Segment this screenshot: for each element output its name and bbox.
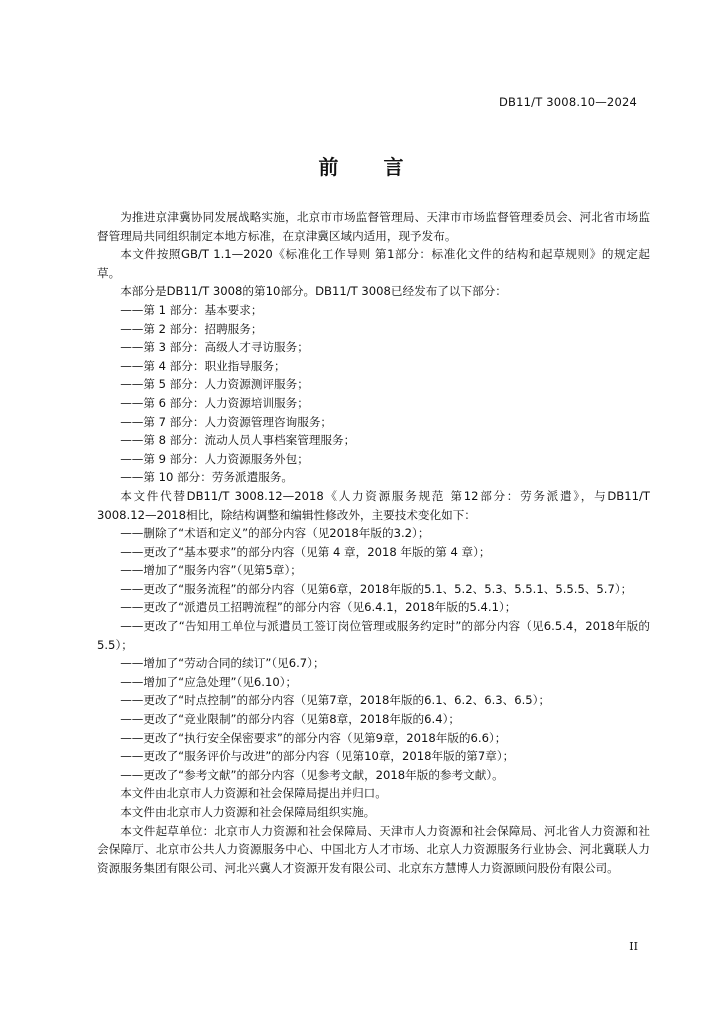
change-list-item: ——更改了“参考文献”的部分内容（见参考文献，2018年版的参考文献）。 [120, 767, 504, 782]
part-list-item: ——第 10 部分：劳务派遣服务。 [120, 470, 294, 485]
part-list-item: ——第 7 部分：人力资源管理咨询服务； [120, 414, 333, 429]
part-list-item: ——第 5 部分：人力资源测评服务； [120, 377, 309, 392]
change-list-item: ——更改了“告知用工单位与派遣员工签订岗位管理或服务约定时”的部分内容（见6.5.4，2018年版的5.5）； [97, 619, 650, 652]
part-list-item: ——第 2 部分：招聘服务； [120, 321, 263, 336]
change-list-item: ——删除了“术语和定义”的部分内容（见2018年版的3.2）； [120, 526, 430, 541]
part-list-item: ——第 4 部分：职业指导服务； [120, 358, 286, 373]
change-list-item: ——更改了“服务评价与改进”的部分内容（见第10章，2018年版的第7章）； [120, 749, 515, 764]
change-list-item: ——更改了“派遣员工招聘流程”的部分内容（见6.4.1，2018年版的5.4.1）； [120, 600, 517, 615]
part-list-item: ——第 1 部分：基本要求； [120, 302, 263, 317]
intro-paragraph: 为推进京津冀协同发展战略实施，北京市市场监督管理局、天津市市场监督管理委员会、河北省市场监督管理局共同组织制定本地方标准，在京津冀区域内适用，现予发布。 [97, 210, 650, 243]
change-list-item: ——增加了“服务内容”（见第5章）； [120, 563, 302, 578]
part-list-item: ——第 9 部分：人力资源服务外包； [120, 451, 309, 466]
closing-paragraph: 本文件由北京市人力资源和社会保障局提出并归口。 [120, 786, 387, 801]
change-list-item: ——更改了“时点控制”的部分内容（见第7章，2018年版的6.1、6.2、6.3、6.5）； [120, 693, 551, 708]
page-number: II [629, 940, 638, 953]
intro-paragraph: 本文件按照GB/T 1.1—2020《标准化工作导则 第1部分：标准化文件的结构和起草规则》的规定起草。 [97, 247, 650, 280]
drafting-units-paragraph: 本文件起草单位：北京市人力资源和社会保障局、天津市人力资源和社会保障局、河北省人力资源和社会保障厅、北京市公共人力资源服务中心、中国北方人才市场、北京人力资源服务行业协会、河北冀联人力资源服务集团有限公司、河北兴冀人才资源开发有限公司、北京东方慧博人力资源顾问股份有限公司。 [97, 823, 650, 875]
change-list-item: ——更改了“基本要求”的部分内容（见第 4 章，2018 年版的第 4 章）； [120, 544, 491, 559]
change-list-item: ——更改了“服务流程”的部分内容（见第6章，2018年版的5.1、5.2、5.3、5.5.1、5.5.5、5.7）； [120, 581, 633, 596]
part-list-item: ——第 8 部分：流动人员人事档案管理服务； [120, 433, 356, 448]
part-list-item: ——第 6 部分：人力资源培训服务； [120, 395, 309, 410]
replacement-paragraph: 本文件代替DB11/T 3008.12—2018《人力资源服务规范 第12部分：劳务派遣》，与DB11/T 3008.12—2018相比，除结构调整和编辑性修改外，主要技术变化如下： [97, 488, 650, 522]
foreword-body [97, 208, 650, 877]
page-title: 前 言 [318, 155, 406, 179]
intro-paragraph: 本部分是DB11/T 3008的第10部分。DB11/T 3008已经发布了以下部分： [120, 284, 507, 299]
change-list-item: ——增加了“劳动合同的续订”（见6.7）； [120, 656, 325, 671]
change-list-item: ——增加了“应急处理”（见6.10）； [120, 674, 298, 689]
part-list-item: ——第 3 部分：高级人才寻访服务； [120, 340, 309, 355]
closing-paragraph: 本文件由北京市人力资源和社会保障局组织实施。 [120, 805, 376, 819]
change-list-item: ——更改了“竞业限制”的部分内容（见第8章，2018年版的6.4）； [120, 712, 460, 727]
document-code: DB11/T 3008.10—2024 [498, 95, 637, 109]
change-list-item: ——更改了“执行安全保密要求”的部分内容（见第9章，2018年版的6.6）； [120, 730, 507, 745]
